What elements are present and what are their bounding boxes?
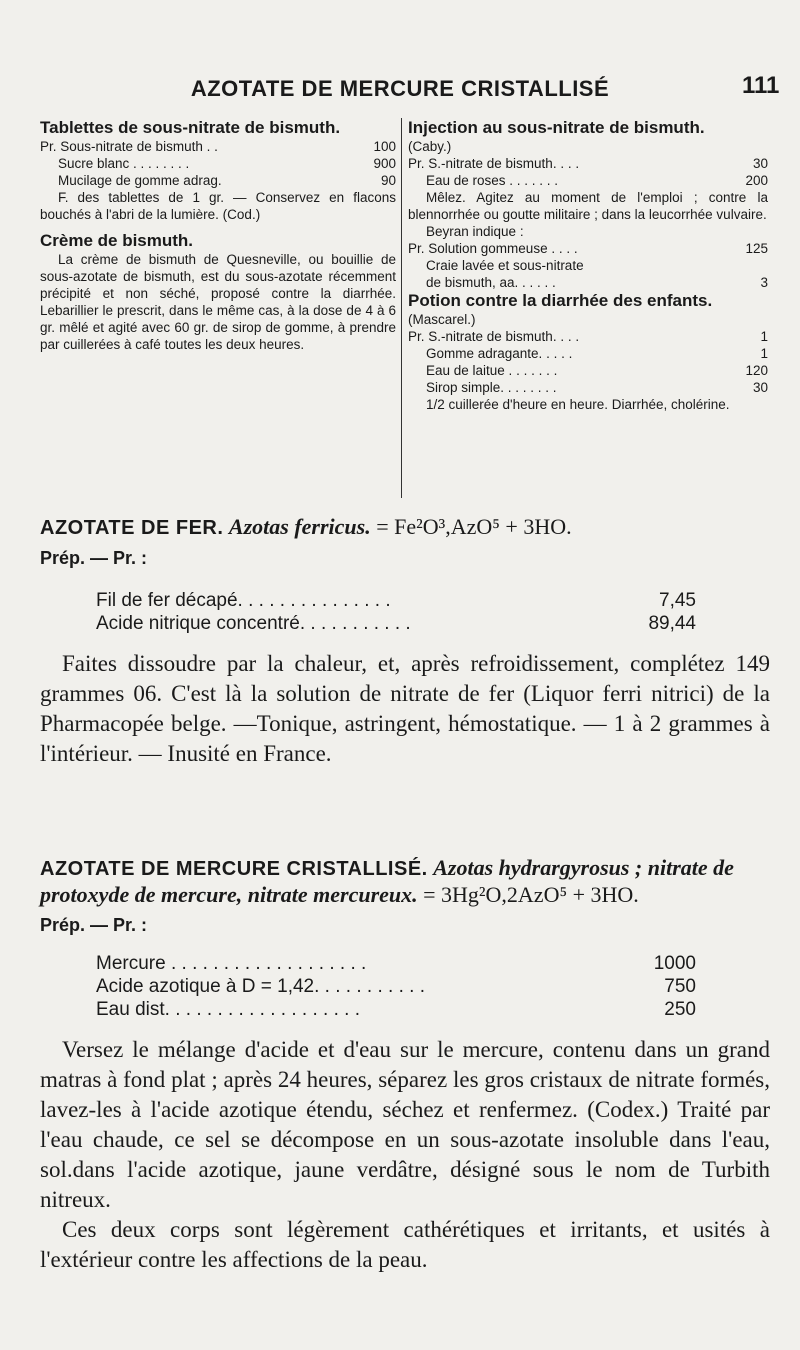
quantity: 1000: [653, 953, 696, 974]
potion-note: 1/2 cuillerée d'heure en heure. Diarrhée, cholérine.: [426, 397, 730, 412]
recipe-line: [408, 379, 768, 396]
mercure-heading: [40, 855, 770, 908]
quantity: 250: [664, 999, 696, 1020]
recipe-line: [408, 274, 768, 291]
quantity: 125: [745, 241, 768, 256]
tablettes-recipe: [40, 138, 396, 189]
recipe-line: [96, 612, 696, 635]
ingredient: Sirop simple. . . . . . . .: [426, 380, 557, 395]
recipe-line: [408, 362, 768, 379]
ingredient: Gomme adragante. . . . .: [426, 346, 573, 361]
ingredient: Pr. Sous-nitrate de bismuth . .: [40, 139, 218, 154]
ingredient: Eau dist. . . . . . . . . . . . . . . . . . .: [96, 999, 360, 1020]
tablettes-heading: Tablettes de sous-nitrate de bismuth.: [40, 118, 341, 137]
ingredient: Acide nitrique concentré. . . . . . . . . . .: [96, 613, 411, 634]
fer-recipe: [40, 589, 696, 635]
quantity: 120: [745, 363, 768, 378]
recipe-line: [408, 172, 768, 189]
quantity: 1: [760, 346, 768, 361]
fer-heading: [40, 514, 770, 541]
recipe-line: [40, 138, 396, 155]
recipe-line: [96, 952, 696, 975]
recipe-line: [408, 328, 768, 345]
quantity: 900: [373, 156, 396, 171]
mercure-text-2: Ces deux corps sont légèrement cathérétiques et irritants, et usités à l'extérieur contre les affections de la peau.: [40, 1217, 770, 1272]
recipe-line: [96, 975, 696, 998]
ingredient: Eau de laitue . . . . . . .: [426, 363, 558, 378]
mercure-formula: = 3Hg²O,2AzO⁵ + 3HO.: [423, 882, 639, 907]
creme-heading: Crème de bismuth.: [40, 231, 194, 250]
ingredient: Fil de fer décapé. . . . . . . . . . . . . . .: [96, 590, 391, 611]
ingredient: Craie lavée et sous-nitrate: [426, 258, 584, 273]
mercure-recipe: [40, 952, 696, 1021]
tablettes-note: F. des tablettes de 1 gr. — Conservez en flacons bouchés à l'abri de la lumière. (Cod.): [40, 190, 396, 222]
mercure-section: [40, 855, 770, 1275]
mercure-prep: Prép. — Pr. :: [40, 915, 148, 935]
ingredient: Acide azotique à D = 1,42. . . . . . . . . . .: [96, 976, 425, 997]
quantity: 30: [752, 156, 768, 171]
mercure-text: Versez le mélange d'acide et d'eau sur le mercure, contenu dans un grand matras à fond plat ; après 24 heures, séparez les gros cristaux de nitrate formés, lavez-les à l'acide azotique étendu, séchez et renfermez. (Codex.) Traité par l'eau chaude, ce sel se décompose en un sous-azotate insoluble dans l'eau, sol.dans l'acide azotique, jaune verdâtre, désigné sous le nom de Turbith nitreux.: [40, 1037, 770, 1212]
recipe-line: [40, 172, 396, 189]
quantity: 100: [373, 139, 396, 154]
mercure-heading-latin: Azotas hydrargyrosus ; nitrate de protoxyde de mercure, nitrate mercureux.: [40, 855, 734, 907]
fer-heading-latin: Azotas ferricus.: [228, 514, 371, 539]
recipe-line: [40, 155, 396, 172]
quantity: [762, 257, 768, 274]
fer-formula: = Fe²O³,AzO⁵ + 3HO.: [376, 514, 572, 539]
ingredient: de bismuth, aa. . . . . .: [426, 275, 556, 290]
ingredient: Pr. S.-nitrate de bismuth. . . .: [408, 329, 580, 344]
right-column: [408, 118, 768, 413]
page-number: 111: [742, 72, 780, 99]
injection-heading: Injection au sous-nitrate de bismuth.: [408, 118, 705, 137]
fer-text: Faites dissoudre par la chaleur, et, après refroidissement, complétez 149 grammes 06. C'est là la solution de nitrate de fer (Liquor ferri nitrici) de la Pharmacopée belge. —Tonique, astringent, hémostatique. — 1 à 2 grammes à l'intérieur. — Inusité en France.: [40, 651, 770, 766]
quantity: 1: [760, 329, 768, 344]
ingredient: Pr. Solution gommeuse . . . .: [408, 241, 578, 256]
injection-note: Mêlez. Agitez au moment de l'emploi ; contre la blennorrhée ou goutte militaire ; dans la leucorrhée vulvaire.: [408, 190, 768, 222]
column-divider: [401, 118, 402, 498]
quantity: 90: [380, 173, 396, 188]
potion-heading: Potion contre la diarrhée des enfants.: [408, 291, 713, 310]
quantity: 200: [745, 173, 768, 188]
quantity: 30: [752, 380, 768, 395]
ingredient: Mucilage de gomme adrag.: [58, 173, 222, 188]
recipe-line: [408, 257, 768, 274]
injection-author: (Caby.): [408, 139, 452, 154]
creme-text: La crème de bismuth de Quesneville, ou bouillie de sous-azotate de bismuth, est du sous-azotate récemment précipité et non séché, proposé contre la diarrhée. Lebarillier le prescrit, dans le même cas, à la dose de 4 à 6 gr. mêlé et agité avec 60 gr. de sirop de gomme, à prendre par cuillerées à café toutes les deux heures.: [40, 252, 396, 352]
fer-prep: Prép. — Pr. :: [40, 548, 148, 568]
recipe-line: [408, 345, 768, 362]
recipe-line: [408, 155, 768, 172]
beyran-line: Beyran indique :: [426, 224, 524, 239]
fer-section: [40, 514, 770, 769]
quantity: 7,45: [659, 590, 696, 611]
ingredient: Mercure . . . . . . . . . . . . . . . . . . .: [96, 953, 367, 974]
recipe-line: [408, 240, 768, 257]
recipe-line: [96, 998, 696, 1021]
left-column: [40, 118, 396, 353]
running-title: AZOTATE DE MERCURE CRISTALLISÉ: [190, 76, 610, 101]
ingredient: Eau de roses . . . . . . .: [426, 173, 559, 188]
quantity: 750: [664, 976, 696, 997]
mercure-heading-caps: AZOTATE DE MERCURE CRISTALLISÉ.: [40, 858, 428, 880]
quantity: 89,44: [648, 613, 696, 634]
potion-author: (Mascarel.): [408, 312, 476, 327]
fer-heading-caps: AZOTATE DE FER.: [40, 517, 224, 539]
ingredient: Sucre blanc . . . . . . . .: [58, 156, 190, 171]
ingredient: Pr. S.-nitrate de bismuth. . . .: [408, 156, 580, 171]
recipe-line: [96, 589, 696, 612]
quantity: 3: [760, 275, 768, 290]
